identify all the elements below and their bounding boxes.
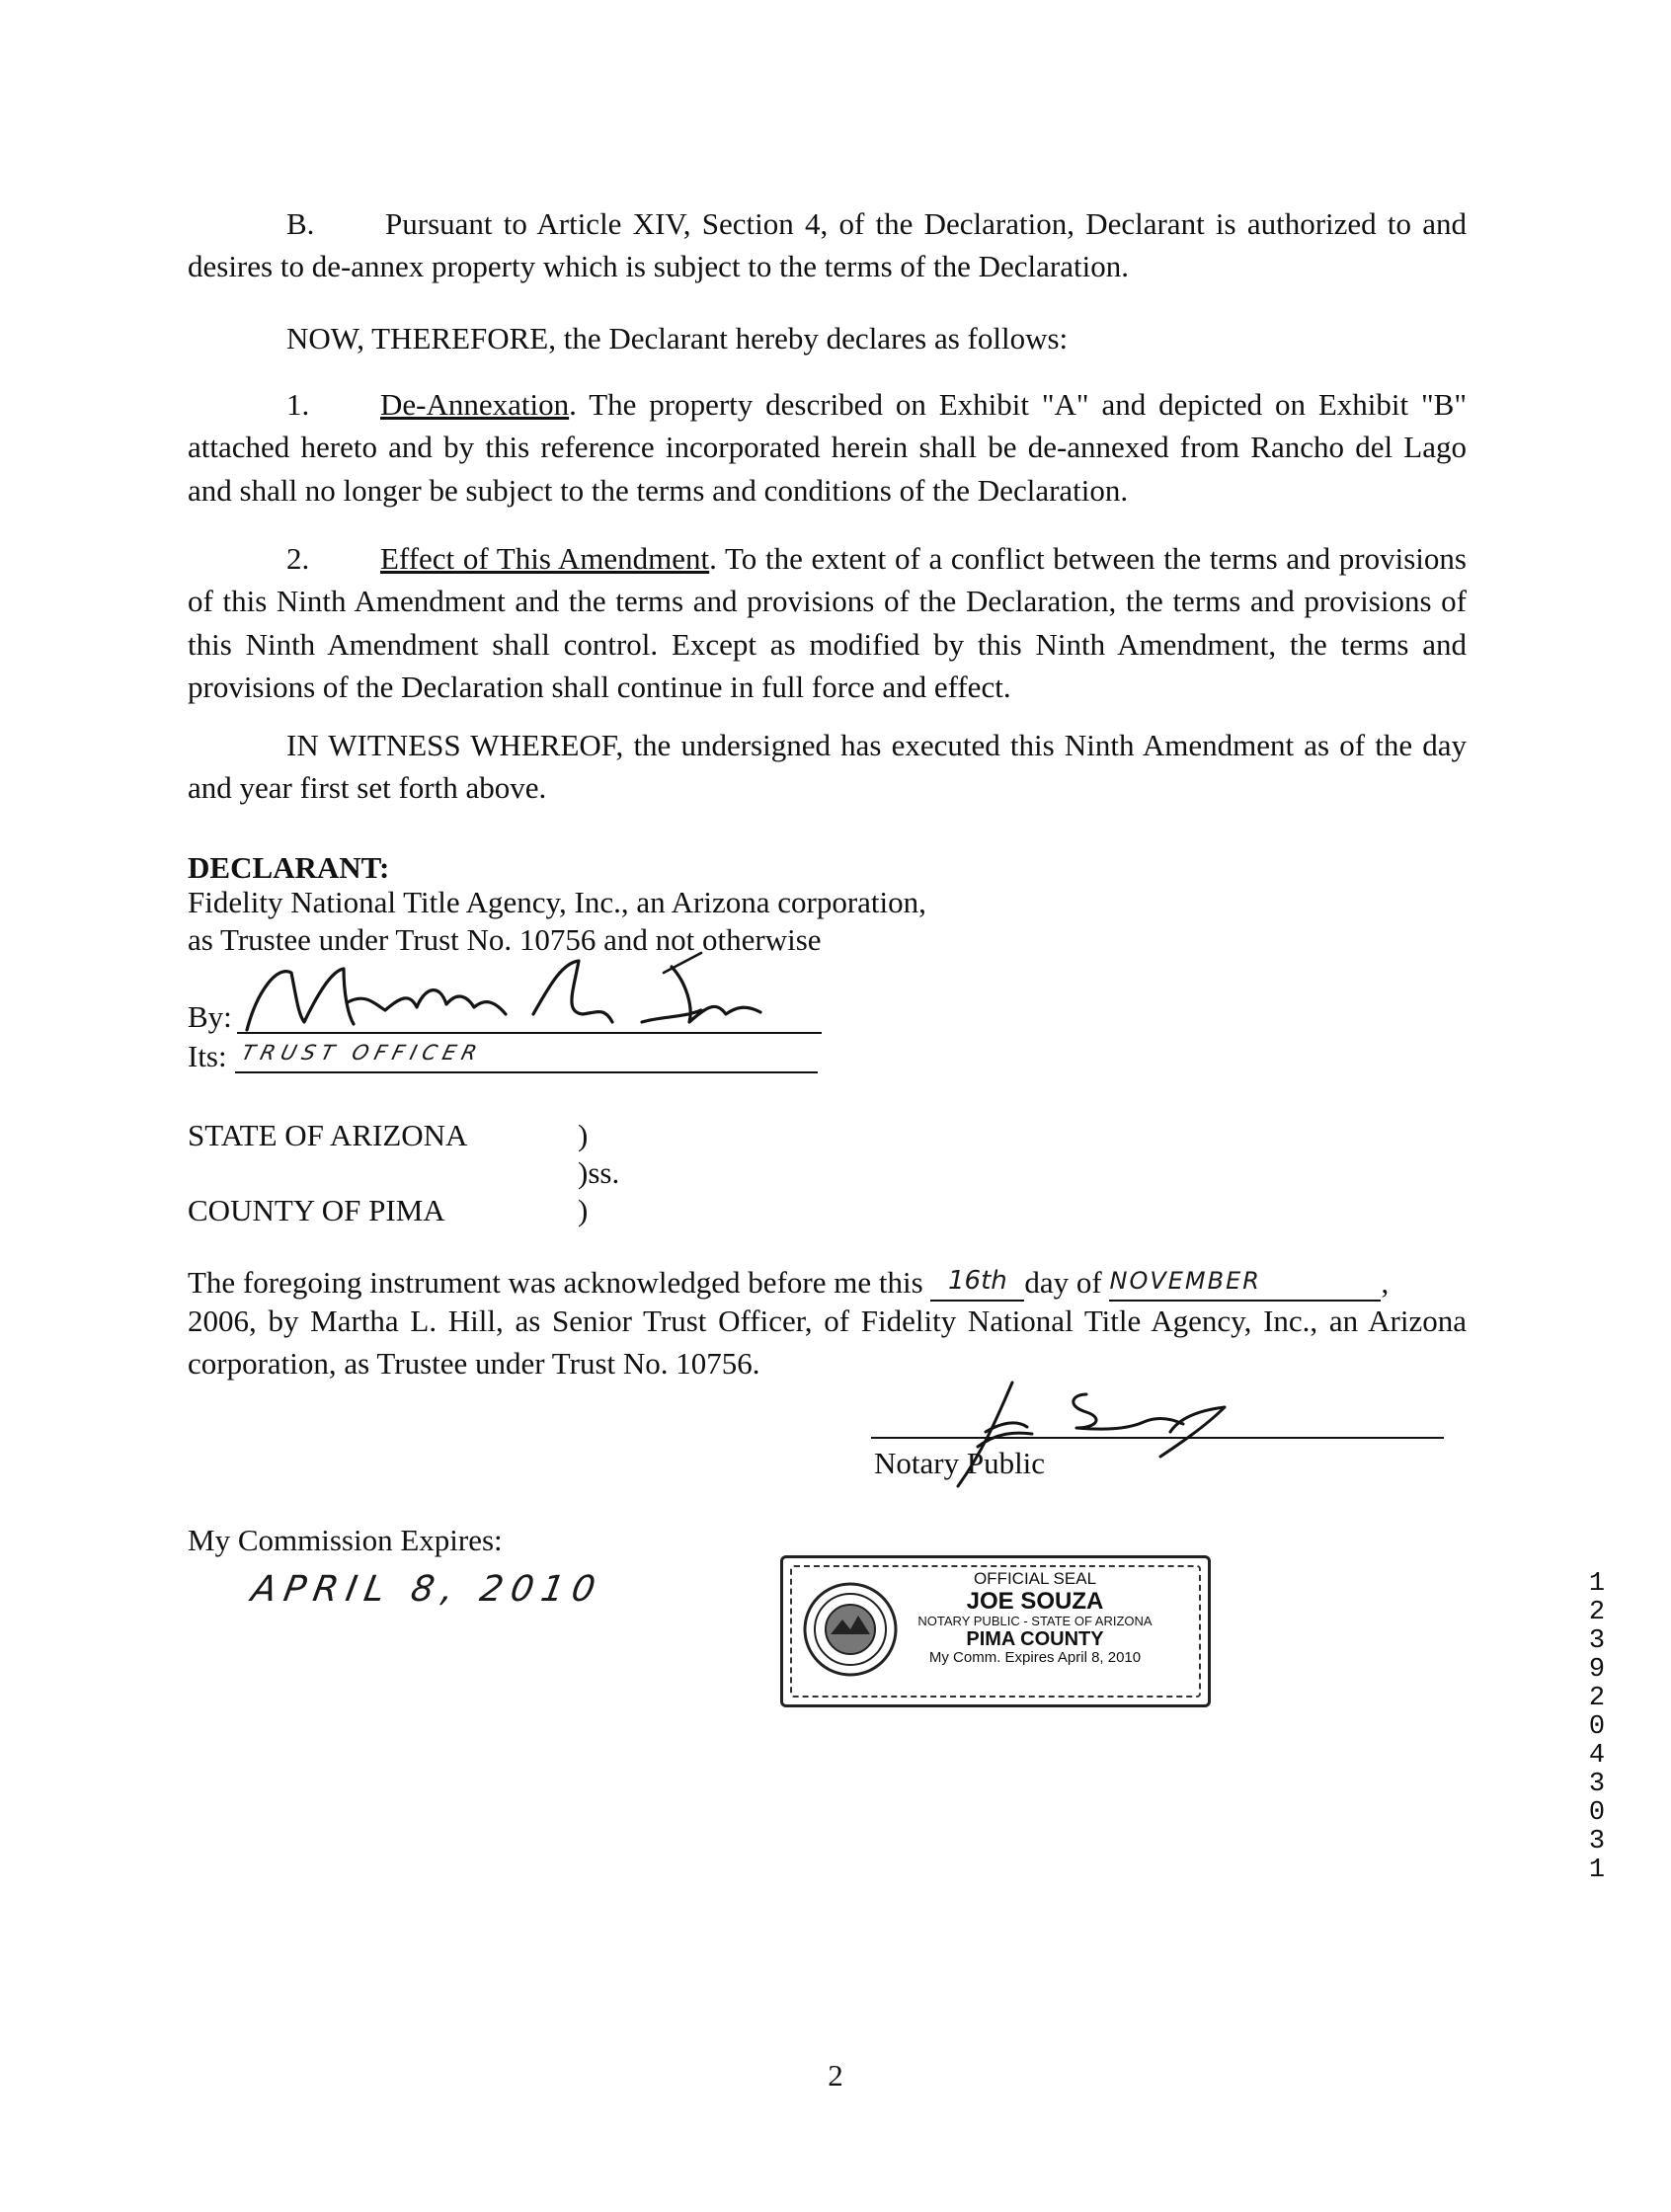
paragraph-2-heading: Effect of This Amendment	[380, 541, 710, 576]
acknowledgment-part-3: ,	[1381, 1265, 1390, 1300]
venue-paren-3: )	[578, 1193, 589, 1227]
paragraph-1-heading: De-Annexation	[380, 387, 570, 422]
paragraph-b-number: B.	[286, 206, 315, 241]
paragraph-1: 1. De-Annexation. The property described on Exhibit "A" and depicted on Exhibit "B" attached hereto and by this reference incorporated herein shall be de-annexed from Rancho del Lago and shall no longer be subject to the terms and conditions of the Declaration.	[188, 383, 1467, 512]
venue-ss: )ss.	[578, 1155, 620, 1190]
witness-paragraph	[188, 724, 1467, 810]
declarant-line-2: as Trustee under Trust No. 10756 and not otherwise	[188, 922, 822, 957]
seal-text	[877, 1570, 1193, 1667]
commission-date: APRIL 8, 2010	[248, 1569, 606, 1610]
notary-seal	[780, 1555, 1211, 1707]
seal-line-1: OFFICIAL SEAL	[973, 1569, 1097, 1588]
venue-county: COUNTY OF PIMA	[188, 1193, 445, 1227]
its-value: TRUST OFFICER	[239, 1041, 486, 1065]
acknowledgment-month: NOVEMBER	[1109, 1267, 1261, 1295]
acknowledgment-part-2: day of	[1024, 1265, 1102, 1300]
its-line	[235, 1071, 818, 1073]
paragraph-b	[188, 202, 1467, 288]
acknowledgment-line-2: 2006, by Martha L. Hill, as Senior Trust Officer, of Fidelity National Title Agency, Inc., an Arizona corporation, as Trustee under Trust No. 10756.	[188, 1304, 1467, 1382]
acknowledgment-month-field	[1109, 1257, 1381, 1302]
paragraph-b-text: Pursuant to Article XIV, Section 4, of the Declaration, Declarant is authorized to and desires to de-annex property which is subject to the terms of the Declaration.	[188, 206, 1467, 284]
paragraph-2-number: 2.	[286, 541, 310, 576]
its-label: Its:	[188, 1039, 227, 1073]
now-therefore-line: NOW, THEREFORE, the Declarant hereby declares as follows:	[286, 321, 1069, 356]
seal-line-5: My Comm. Expires April 8, 2010	[928, 1649, 1142, 1667]
declarant-signature	[237, 953, 790, 1042]
venue-state: STATE OF ARIZONA	[188, 1118, 468, 1152]
paragraph-2-text: To the extent of a conflict between the terms and provisions of this Ninth Amendment and the terms and provisions of the Declaration, the terms and provisions of this Ninth Amendment shall control. Except as modified by this Ninth Amendment, the terms and provisions of the Declaration shall continue in full force and effect.	[188, 541, 1467, 705]
acknowledgment-day-field	[930, 1257, 1024, 1302]
declarant-label: DECLARANT:	[188, 850, 390, 885]
seal-line-3: NOTARY PUBLIC - STATE OF ARIZONA	[917, 1614, 1153, 1629]
paragraph-1-text: The property described on Exhibit "A" and depicted on Exhibit "B" attached hereto and by this reference incorporated herein shall be de-annexed from Rancho del Lago and shall no longer be subject to the terms and conditions of the Declaration.	[188, 387, 1467, 508]
seal-line-2: JOE SOUZA	[966, 1587, 1104, 1615]
seal-line-4: PIMA COUNTY	[966, 1628, 1104, 1651]
venue-paren-1: )	[578, 1118, 589, 1152]
by-label: By:	[188, 999, 232, 1034]
declarant-line-1: Fidelity National Title Agency, Inc., an Arizona corporation,	[188, 885, 926, 919]
recording-number: 1 2 3 9 2 0 4 3 0 3 1	[1588, 1569, 1606, 1885]
commission-label: My Commission Expires:	[188, 1523, 503, 1557]
notary-label: Notary Public	[874, 1446, 1046, 1480]
page-number: 2	[828, 2058, 843, 2093]
acknowledgment-day: 16th	[948, 1266, 1007, 1296]
acknowledgment-part-1: The foregoing instrument was acknowledged before me this	[188, 1265, 923, 1300]
paragraph-2: 2. Effect of This Amendment. To the extent of a conflict between the terms and provisions of this Ninth Amendment and the terms and provisions of the Declaration, the terms and provisions of this Ninth Amendment shall control. Except as modified by this Ninth Amendment, the terms and provisions of the Declaration shall continue in full force and effect.	[188, 537, 1467, 709]
paragraph-1-number: 1.	[286, 387, 310, 422]
witness-text: IN WITNESS WHEREOF, the undersigned has executed this Ninth Amendment as of the day and year first set forth above.	[188, 728, 1467, 806]
